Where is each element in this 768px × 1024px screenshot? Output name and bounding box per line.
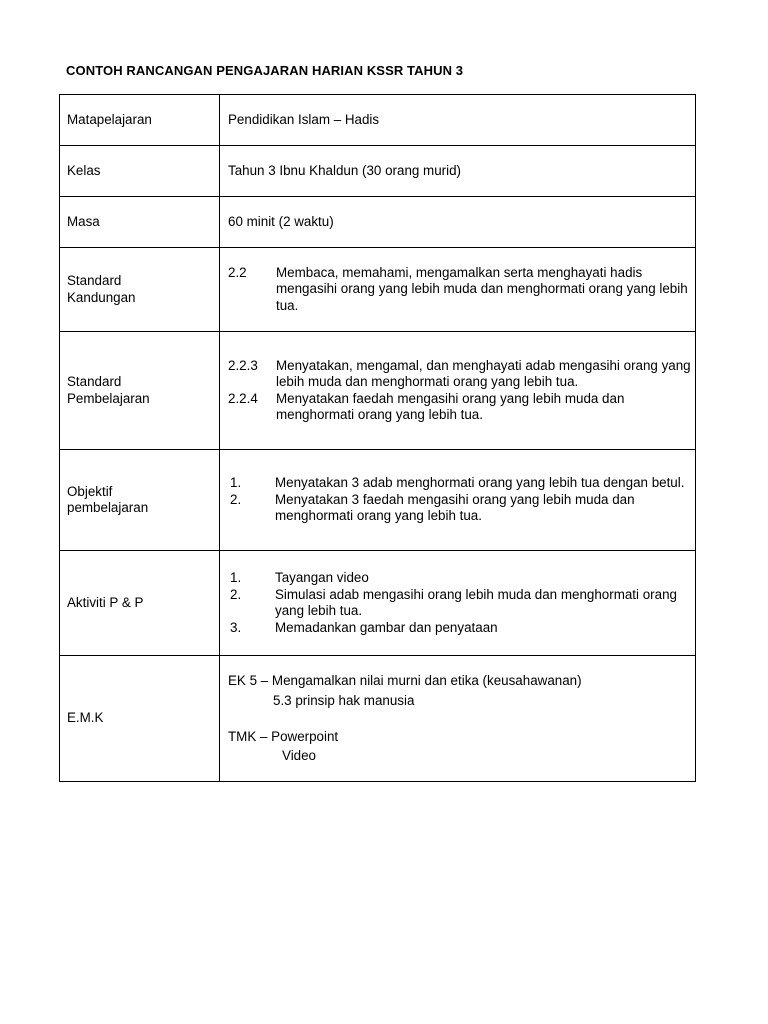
table-row-objektif [60,450,696,551]
emk-ek-subline: 5.3 prinsip hak manusia [273,692,415,708]
table-row-matapelajaran [60,95,696,146]
list-item [228,492,691,525]
item-text: Simulasi adab mengasihi orang lebih muda dan menghormati orang yang lebih tua. [275,586,677,618]
row-label-kelas: Kelas [60,146,220,197]
row-value-matapelajaran: Pendidikan Islam – Hadis [220,95,696,146]
row-label-emk: E.M.K [60,656,220,782]
table-row-masa [60,197,696,248]
item-text: Menyatakan 3 adab menghormati orang yang lebih tua dengan betul. [275,475,685,491]
label-line: Objektif [67,483,113,499]
list-item [228,265,691,315]
emk-ek-line: EK 5 – Mengamalkan nilai murni dan etika (keusahawanan) [228,673,582,688]
list-item [228,570,691,587]
row-value-kelas: Tahun 3 Ibnu Khaldun (30 orang murid) [220,146,696,197]
row-value-aktiviti [220,551,696,656]
row-value-standard-kandungan [220,248,696,332]
item-text: Menyatakan faedah mengasihi orang yang lebih muda dan menghormati orang yang lebih tua. [276,390,625,422]
list-item [228,620,691,637]
list-item [228,587,691,620]
item-text: Menyatakan, mengamal, dan menghayati adab mengasihi orang yang lebih muda dan menghormati orang yang lebih tua. [276,357,691,389]
row-label-standard-pembelajaran [60,332,220,450]
item-number: 1. [230,570,242,585]
item-number: 1. [230,475,242,491]
item-number: 3. [230,619,242,635]
row-label-masa: Masa [60,197,220,248]
label-line: Pembelajaran [67,390,150,406]
list-item [228,358,691,391]
label-line: pembelajaran [67,500,149,515]
label-line: Kandungan [67,289,136,305]
row-label-standard-kandungan [60,248,220,332]
row-value-emk [220,656,696,782]
item-text: Membaca, memahami, mengamalkan serta menghayati hadis mengasihi orang yang lebih muda dan menghormati orang yang lebih tua. [276,264,688,313]
row-value-masa: 60 minit (2 waktu) [220,197,696,248]
table-row-aktiviti [60,551,696,656]
row-label-matapelajaran: Matapelajaran [60,95,220,146]
table-row-standard-kandungan [60,248,696,332]
table-row-kelas [60,146,696,197]
item-text: Menyatakan 3 faedah mengasihi orang yang lebih muda dan menghormati orang yang lebih tua. [275,491,635,524]
item-text: Tayangan video [275,570,369,585]
row-label-objektif [60,450,220,551]
emk-tmk-subline: Video [282,747,317,763]
label-line: Standard [67,273,122,288]
item-number: 2. [230,586,242,602]
item-text: Memadankan gambar dan penyataan [275,619,498,635]
row-label-aktiviti: Aktiviti P & P [60,551,220,656]
table-row-emk [60,656,696,782]
table-row-standard-pembelajaran [60,332,696,450]
document-title: CONTOH RANCANGAN PENGAJARAN HARIAN KSSR TAHUN 3 [66,63,464,78]
list-item [228,475,691,492]
emk-tmk-line: TMK – Powerpoint [228,729,339,744]
list-item [228,391,691,424]
item-number: 2.2 [228,264,247,280]
row-value-standard-pembelajaran [220,332,696,450]
item-number: 2. [230,491,242,507]
item-number: 2.2.4 [228,390,258,406]
lesson-plan-table [59,94,696,782]
row-value-objektif [220,450,696,551]
item-number: 2.2.3 [228,357,258,373]
label-line: Standard [67,374,122,389]
